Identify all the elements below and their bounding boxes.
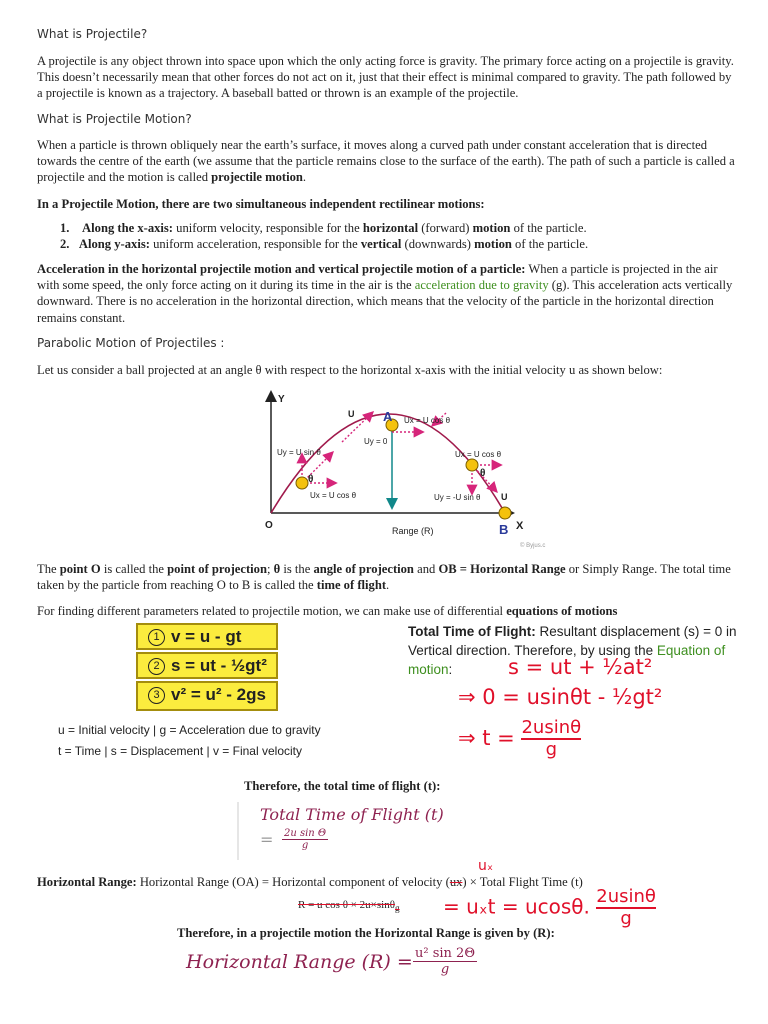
list-item: 1. Along the x-axis: uniform velocity, responsible for the horizontal (forward) motion of the particle. (60, 221, 587, 235)
equation-box-2: 2 s = ut - ½gt² (136, 652, 278, 679)
label-uy-neg: Uy = -U sin θ (434, 493, 481, 502)
label-ux-top: Ux = U cos θ (404, 416, 451, 425)
label-theta-launch: θ (308, 474, 314, 485)
handwritten-s-equation: s = ut + ½at² (508, 655, 653, 679)
label-b: B (499, 522, 509, 537)
equation-box-3: 3 v² = u² - 2gs (136, 681, 278, 711)
paragraph-acceleration: Acceleration in the horizontal projectile motion and vertical projectile motion of a particle: When a particle is projected in the air with some speed, the only force acting on it during its time in the air is the acceleration due to gravity (g). This acceleration acts vertically downward. There is no acceleration in the horizontal direction, which means that the velocity of the particle in the horizontal direction remains constant. (37, 262, 733, 325)
label-y: Y (278, 394, 285, 405)
horizontal-range-formula-label: Horizontal Range (R) = (186, 951, 413, 973)
label-ux-right: Ux = U cos θ (455, 450, 502, 459)
ball-descent (466, 459, 478, 471)
total-time-formula-fraction: 2u sin Θ g (284, 828, 327, 851)
paragraph-ball-projected: Let us consider a ball projected at an angle θ with respect to the horizontal x-axis with the initial velocity u as shown below: (37, 363, 663, 377)
label-ux-bottom: Ux = U cos θ (310, 491, 357, 500)
total-time-formula-eq: = (260, 830, 274, 849)
projectile-trajectory-diagram (250, 385, 550, 555)
equation-box-1: 1 v = u - gt (136, 623, 278, 650)
link-acceleration-due-to-gravity[interactable]: acceleration due to gravity (414, 278, 549, 293)
paragraph-equations-intro: For finding different parameters related to projectile motion, we can make use of differential equations of motions (37, 604, 618, 618)
heading-what-is-projectile: What is Projectile? (37, 27, 148, 41)
label-uy-zero: Uy = 0 (364, 437, 388, 446)
horizontal-range-fraction: u² sin 2Θ g (415, 946, 475, 977)
total-time-formula-label: Total Time of Flight (t) (260, 805, 444, 824)
label-u-initial: U (348, 409, 355, 419)
label-theta-descent: θ (480, 468, 486, 479)
total-time-of-flight-text: Total Time of Flight: Resultant displacement (s) = 0 in Vertical direction. Therefore, by using the Equation of motion: (408, 624, 737, 677)
label-a: A (383, 409, 393, 424)
label-uy-sin: Uy = U sin θ (277, 448, 321, 457)
list-item: 2. Along y-axis: uniform acceleration, responsible for the vertical (downwards) motion of the particle. (60, 237, 589, 252)
label-o: O (265, 520, 273, 531)
label-credit: © Byjus.c (520, 543, 546, 549)
ball-launch (296, 477, 308, 489)
struck-range-formula: R = u cos θ × 2u×sinθ$_g$ (298, 899, 400, 914)
paragraph-projectile-motion: When a particle is thrown obliquely near the earth’s surface, it moves along a curved path under constant acceleration that is directed towards the centre of the earth (we assume that the particle remains close to the surface of the earth). The path of such a particle is called a projectile and the motion is called projectile motion. (37, 138, 735, 185)
label-u-final: U (501, 492, 508, 502)
legend-line-1: u = Initial velocity | g = Acceleration due to gravity (58, 723, 321, 737)
heading-projectile-motion: What is Projectile Motion? (37, 112, 192, 126)
list-motions (60, 220, 740, 252)
therefore-horizontal-range: Therefore, in a projectile motion the Horizontal Range is given by (R): (177, 926, 555, 940)
label-x: X (516, 520, 524, 532)
link-equation-of-motion[interactable]: Equation of motion (408, 643, 726, 677)
paragraph-two-motions: In a Projectile Motion, there are two simultaneous independent rectilinear motions: (37, 197, 485, 211)
therefore-time-of-flight: Therefore, the total time of flight (t): (244, 779, 441, 793)
paragraph-projectile-definition: A projectile is any object thrown into space upon which the only acting force is gravity. The primary force acting on a projectile is gravity. This doesn’t necessarily mean that other forces do not act on it, just that their effect is minimal compared to gravity. The path followed by a projectile is known as a trajectory. A baseball batted or thrown is an example of the projectile. (37, 54, 734, 101)
paragraph-point-of-projection: The point O is called the point of projection; θ is the angle of projection and OB = Horizontal Range or Simply Range. The total time taken by the particle from reaching O to B is called the time of flight. (37, 562, 731, 593)
formula-divider (237, 802, 239, 860)
ball-landing (499, 507, 511, 519)
paragraph-horizontal-range: Horizontal Range: Horizontal Range (OA) = Horizontal component of velocity (ux) × Total Flight Time (t) (37, 875, 583, 889)
legend-line-2: t = Time | s = Displacement | v = Final velocity (58, 744, 302, 758)
handwritten-t-equation: ⇒ t = $\frac{2usin\theta}{g}$ (458, 717, 582, 760)
handwritten-ux-annotation: uₓ (478, 858, 494, 874)
heading-parabolic-motion: Parabolic Motion of Projectiles : (37, 336, 225, 350)
handwritten-range-derivation: = uₓt = ucosθ. $\frac{2usin\theta}{g}$ (443, 886, 656, 929)
label-range: Range (R) (392, 526, 434, 536)
handwritten-zero-equation: ⇒ 0 = usinθt - ½gt² (458, 685, 663, 709)
